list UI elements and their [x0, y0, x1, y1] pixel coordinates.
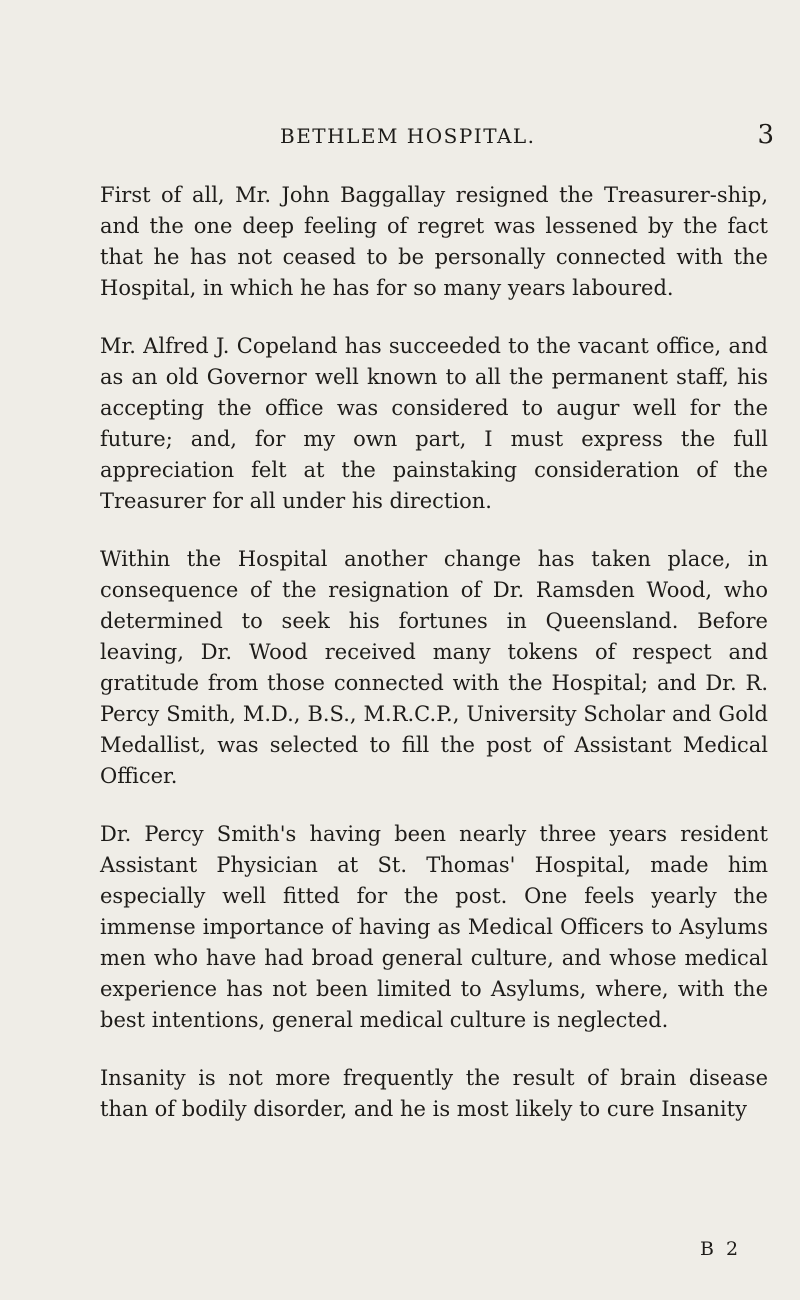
paragraph: Mr. Alfred J. Copeland has succeeded to the vacant office, and as an old Governor well known to all the permanent staff, his accepting the office was considered to augur well for the future; and, for my own part, I must express the full appreciation felt at the painstaking consideration of the Treasurer for all under his direction. — [100, 334, 768, 513]
paragraph: Insanity is not more frequently the result of brain disease than of bodily disorder, and he is most likely to cure Insanity — [100, 1066, 768, 1121]
signature-mark: B 2 — [700, 1238, 742, 1260]
running-head — [0, 120, 800, 154]
paragraph: First of all, Mr. John Baggallay resigned the Treasurer-ship, and the one deep feeling of regret was lessened by the fact that he has not ceased to be personally connected with the Hospital, in which he has for so many years laboured. — [100, 183, 768, 300]
running-head-title: BETHLEM HOSPITAL. — [280, 124, 536, 148]
paragraph: Within the Hospital another change has taken place, in consequence of the resignation of Dr. Ramsden Wood, who determined to seek his fortunes in Queensland. Before leaving, Dr. Wood received many tokens of respect and gratitude from those connected with the Hospital; and Dr. R. Percy Smith, M.D., B.S., M.R.C.P., University Scholar and Gold Medallist, was selected to fill the post of Assistant Medical Officer. — [100, 547, 768, 788]
body-text — [100, 180, 768, 1152]
paragraph: Dr. Percy Smith's having been nearly three years resident Assistant Physician at St. Thomas' Hospital, made him especially well fitted for the post. One feels yearly the immense importance of having as Medical Officers to Asylums men who have had broad general culture, and whose medical experience has not been limited to Asylums, where, with the best intentions, general medical culture is neglected. — [100, 822, 768, 1032]
page-number: 3 — [757, 120, 774, 150]
